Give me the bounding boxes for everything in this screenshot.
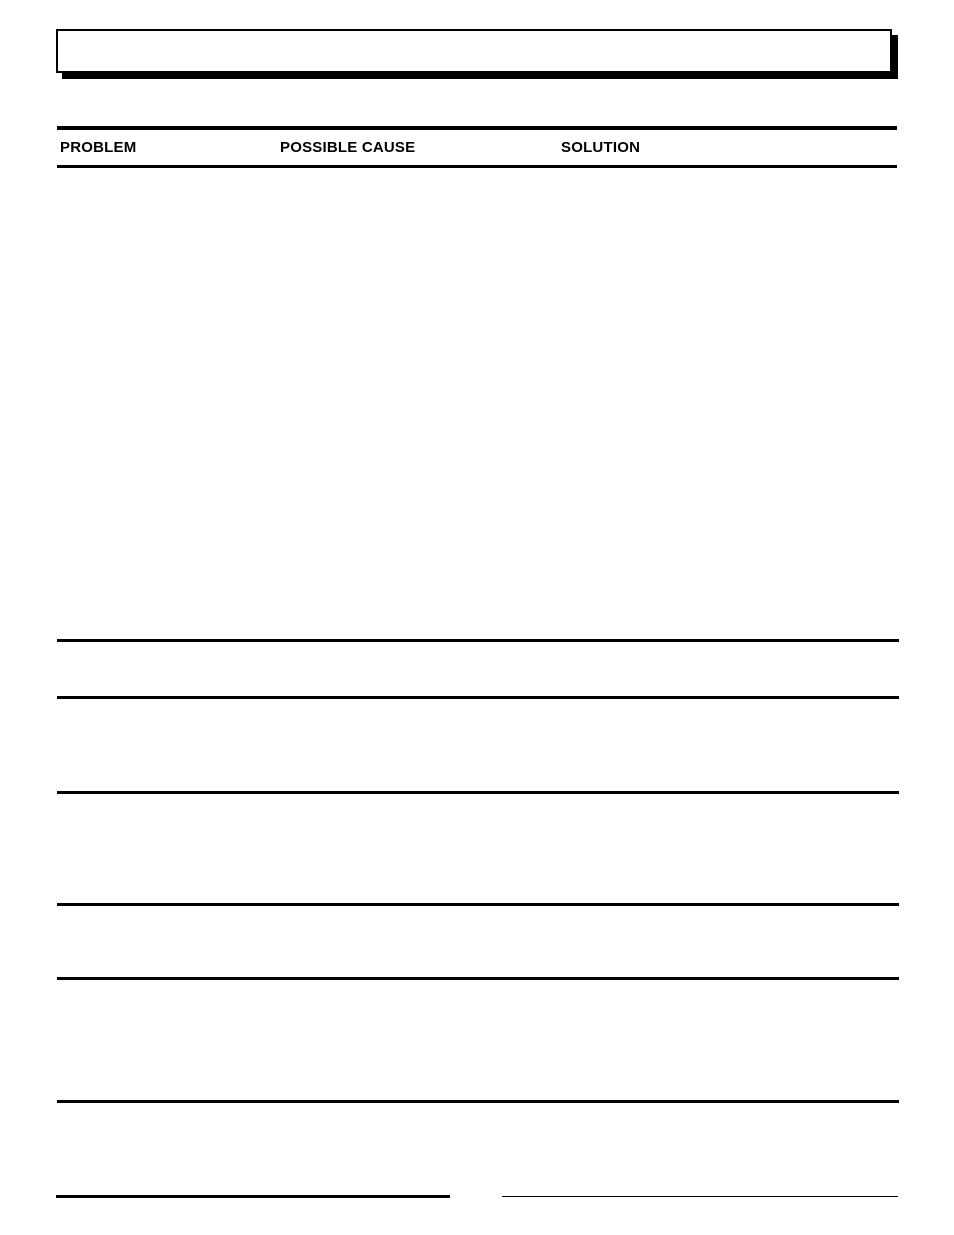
- footer-left-rule: [56, 1195, 450, 1198]
- row-divider: [57, 639, 899, 642]
- header-problem: PROBLEM: [60, 139, 137, 156]
- header-possible-cause: POSSIBLE CAUSE: [280, 139, 416, 156]
- row-divider: [57, 903, 899, 906]
- footer-right-rule: [502, 1196, 898, 1197]
- section-title-box: [56, 29, 892, 73]
- table-top-rule: [57, 126, 897, 130]
- row-divider: [57, 696, 899, 699]
- row-divider: [57, 977, 899, 980]
- header-bottom-rule: [57, 165, 897, 168]
- row-divider: [57, 791, 899, 794]
- row-divider: [57, 1100, 899, 1103]
- header-solution: SOLUTION: [561, 139, 641, 156]
